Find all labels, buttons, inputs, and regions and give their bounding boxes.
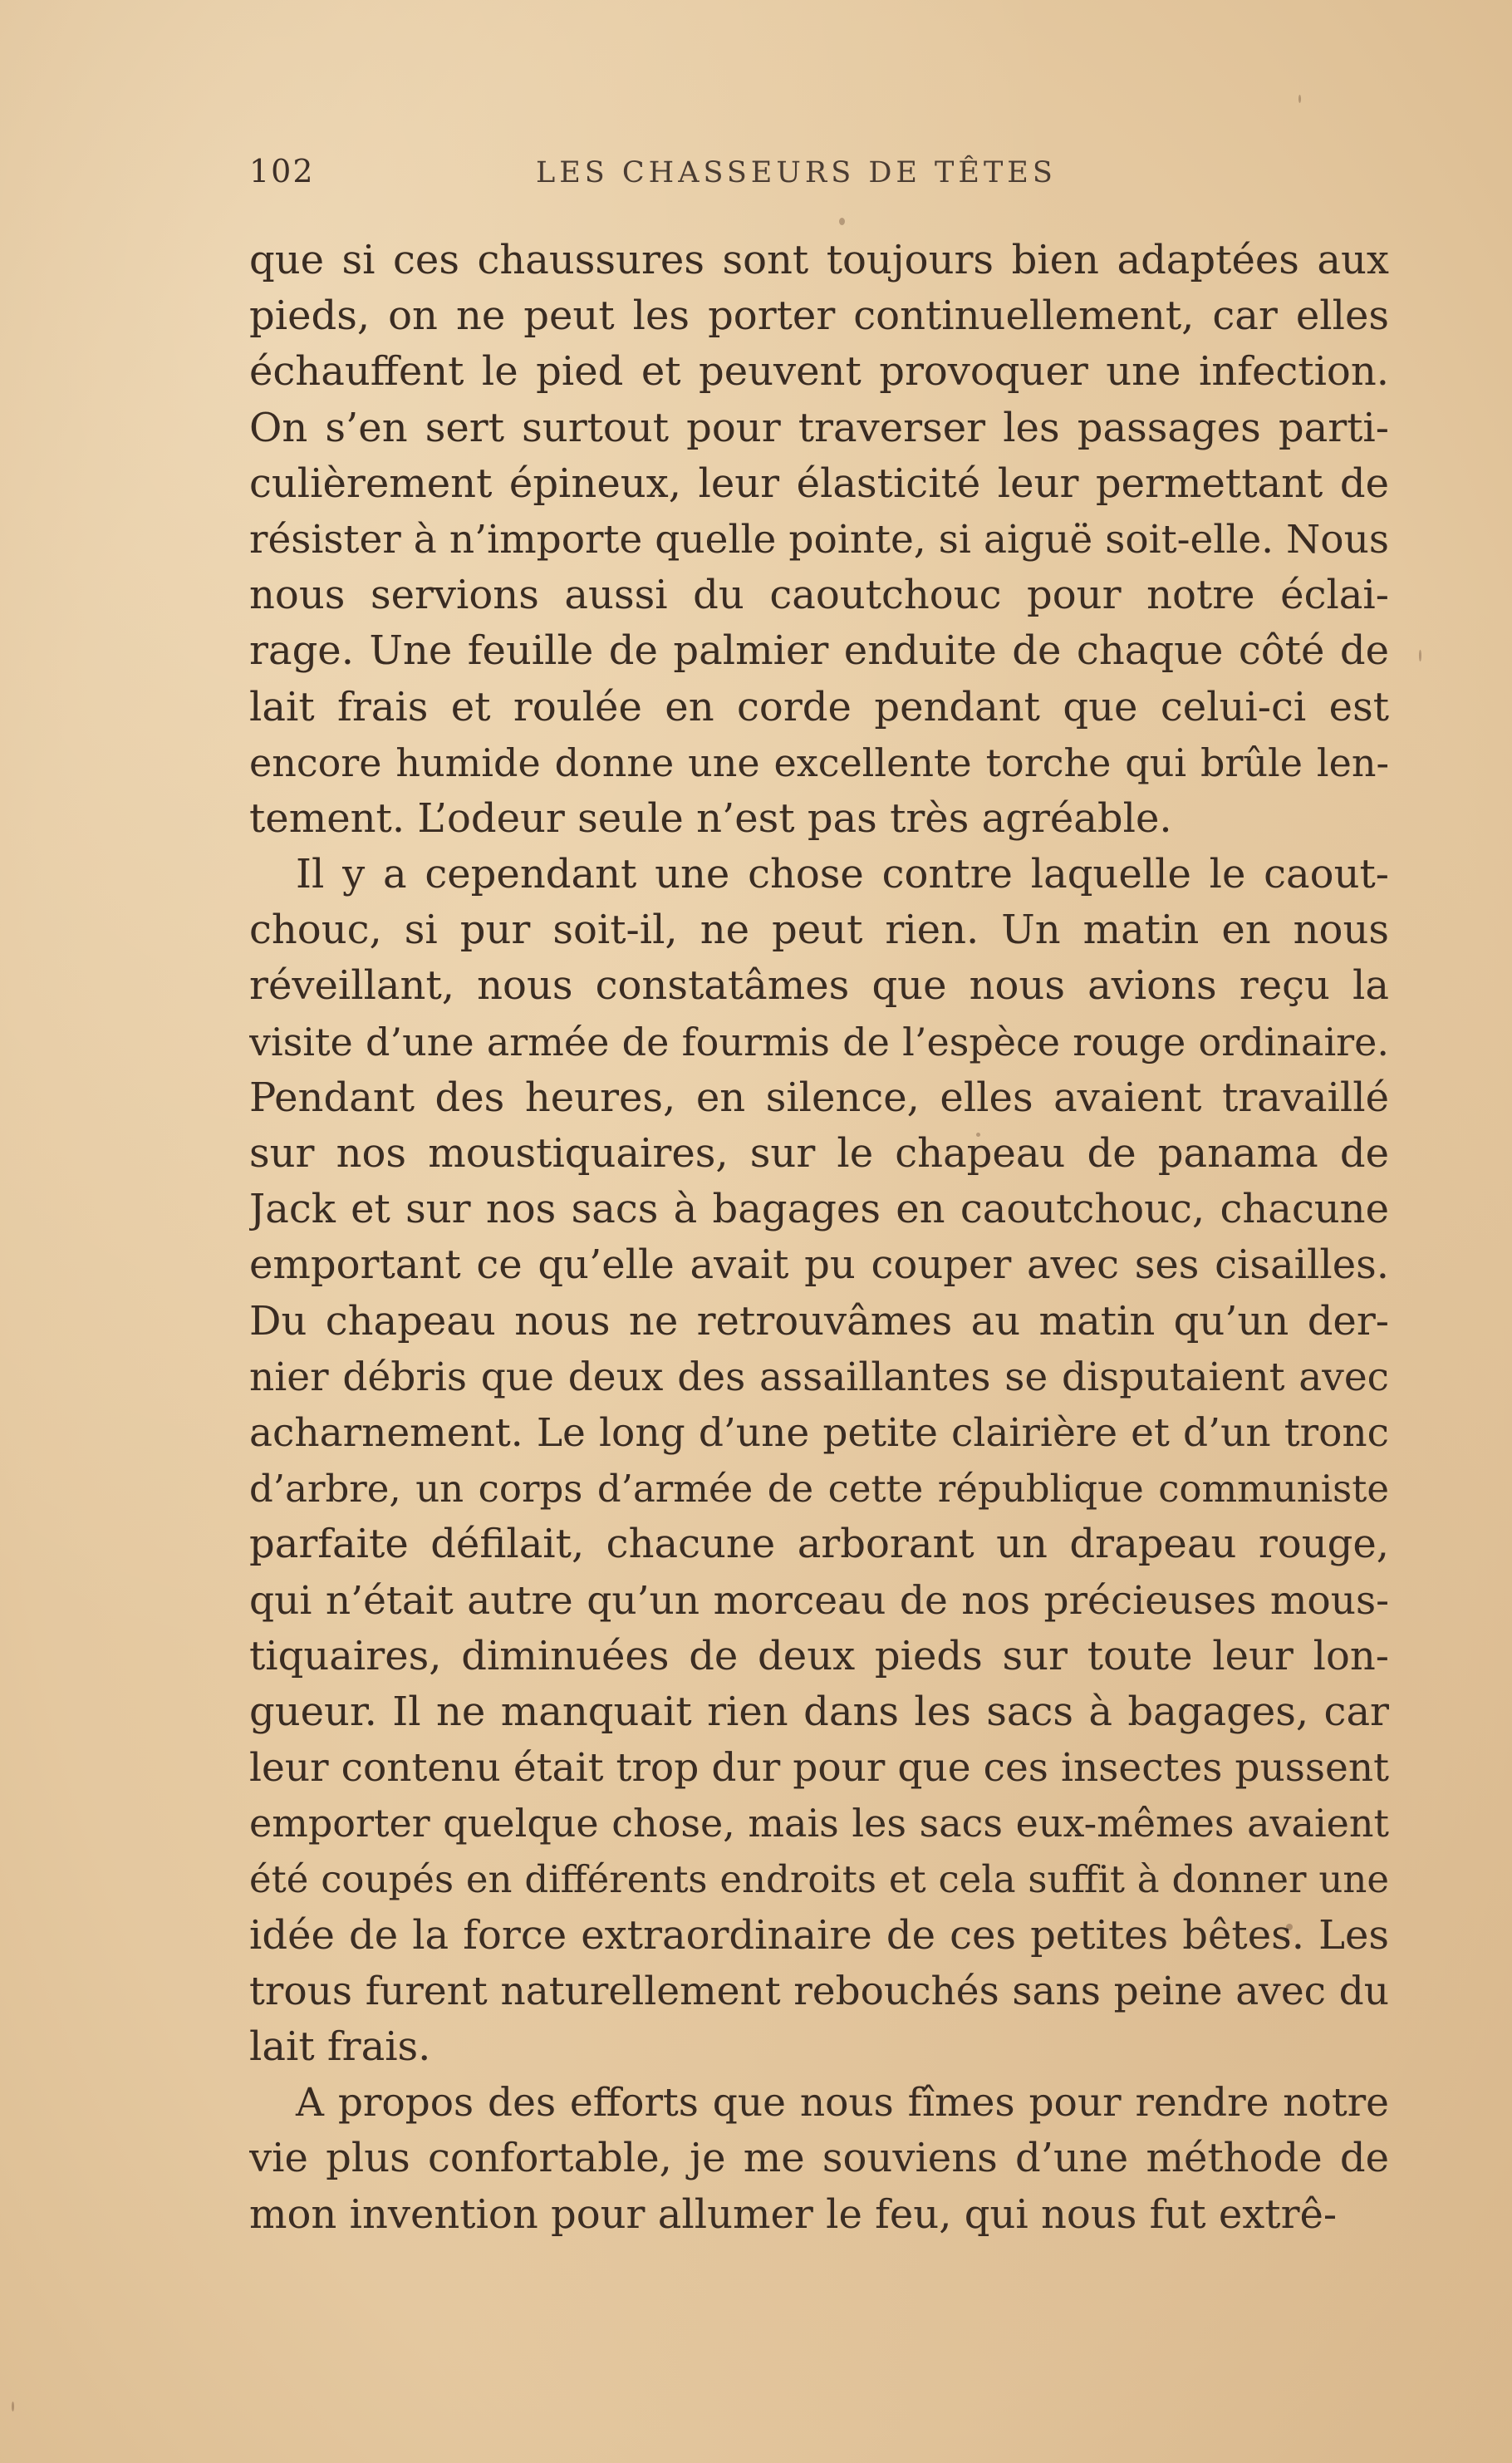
text-line: nier débris que deux des assaillantes se disputaient avec (249, 1354, 1389, 1400)
paper-speck (976, 1133, 980, 1137)
text-line: gueur. Il ne manquait rien dans les sacs à bagages, car (249, 1688, 1389, 1735)
text-line: leur contenu était trop dur pour que ces insectes pussent (249, 1745, 1389, 1792)
page-number: 102 (249, 153, 315, 189)
text-line: lait frais. (249, 2023, 431, 2070)
running-title: LES CHASSEURS DE TÊTES (536, 156, 1057, 189)
text-line: été coupés en différents endroits et cela suffit à donner une (249, 1857, 1389, 1902)
paragraph (249, 847, 1389, 2075)
paper-speck (839, 218, 845, 225)
text-line: idée de la force extraordinaire de ces petites bêtes. Les (249, 1911, 1389, 1959)
paper-speck (1286, 1924, 1293, 1930)
text-line: vie plus confortable, je me souviens d’une méthode de (249, 2135, 1389, 2182)
text-line: résister à n’importe quelle pointe, si aiguë soit-elle. Nous (249, 516, 1389, 563)
text-line: On s’en sert surtout pour traverser les passages parti- (249, 404, 1389, 451)
text-line: visite d’une armée de fourmis de l’espèce rouge ordinaire. (249, 1019, 1389, 1064)
text-line: pieds, on ne peut les porter continuellement, car elles (249, 293, 1389, 340)
paragraph (249, 233, 1389, 847)
text-line: encore humide donne une excellente torche qui brûle len- (249, 740, 1389, 785)
running-head (249, 153, 1404, 203)
text-line: Jack et sur nos sacs à bagages en caoutchouc, chacune (249, 1186, 1389, 1233)
text-line: Il y a cependant une chose contre laquelle le caout- (296, 851, 1389, 898)
body-text (249, 233, 1389, 2243)
text-line: acharnement. Le long d’une petite clairière et d’un tronc (249, 1409, 1389, 1456)
text-line: Pendant des heures, en silence, elles avaient travaillé (249, 1074, 1389, 1121)
text-line: sur nos moustiquaires, sur le chapeau de panama de (249, 1130, 1389, 1177)
text-line: emporter quelque chose, mais les sacs eux-mêmes avaient (249, 1801, 1389, 1846)
text-line: parfaite défilait, chacune arborant un drapeau rouge, (249, 1521, 1389, 1568)
paper-speck (1419, 650, 1421, 661)
text-line: chouc, si pur soit-il, ne peut rien. Un matin en nous (249, 907, 1389, 954)
paper-speck (12, 2402, 14, 2411)
text-line: tiquaires, diminuées de deux pieds sur toute leur lon- (249, 1632, 1389, 1679)
text-line: lait frais et roulée en corde pendant que celui-ci est (249, 683, 1389, 730)
text-line: qui n’était autre qu’un morceau de nos précieuses mous- (249, 1577, 1389, 1624)
text-line: nous servions aussi du caoutchouc pour notre éclai- (249, 572, 1389, 619)
text-line: rage. Une feuille de palmier enduite de chaque côté de (249, 627, 1389, 675)
paragraph (249, 2075, 1389, 2243)
text-line: trous furent naturellement rebouchés sans peine avec du (249, 1968, 1389, 2014)
text-line: Du chapeau nous ne retrouvâmes au matin qu’un der- (249, 1297, 1389, 1345)
text-line: mon invention pour allumer le feu, qui nous fut extrê- (249, 2190, 1338, 2238)
text-line: tement. L’odeur seule n’est pas très agréable. (249, 794, 1172, 842)
paper-speck (1298, 95, 1301, 103)
text-line: échauffent le pied et peuvent provoquer une infection. (249, 348, 1389, 396)
text-line: culièrement épineux, leur élasticité leur permettant de (249, 460, 1389, 507)
text-line: réveillant, nous constatâmes que nous avions reçu la (249, 962, 1389, 1010)
text-line: que si ces chaussures sont toujours bien adaptées aux (249, 237, 1389, 283)
text-line: d’arbre, un corps d’armée de cette république communiste (249, 1467, 1389, 1512)
text-line: emportant ce qu’elle avait pu couper avec ses cisailles. (249, 1241, 1389, 1289)
text-line: A propos des efforts que nous fîmes pour rendre notre (296, 2080, 1389, 2126)
